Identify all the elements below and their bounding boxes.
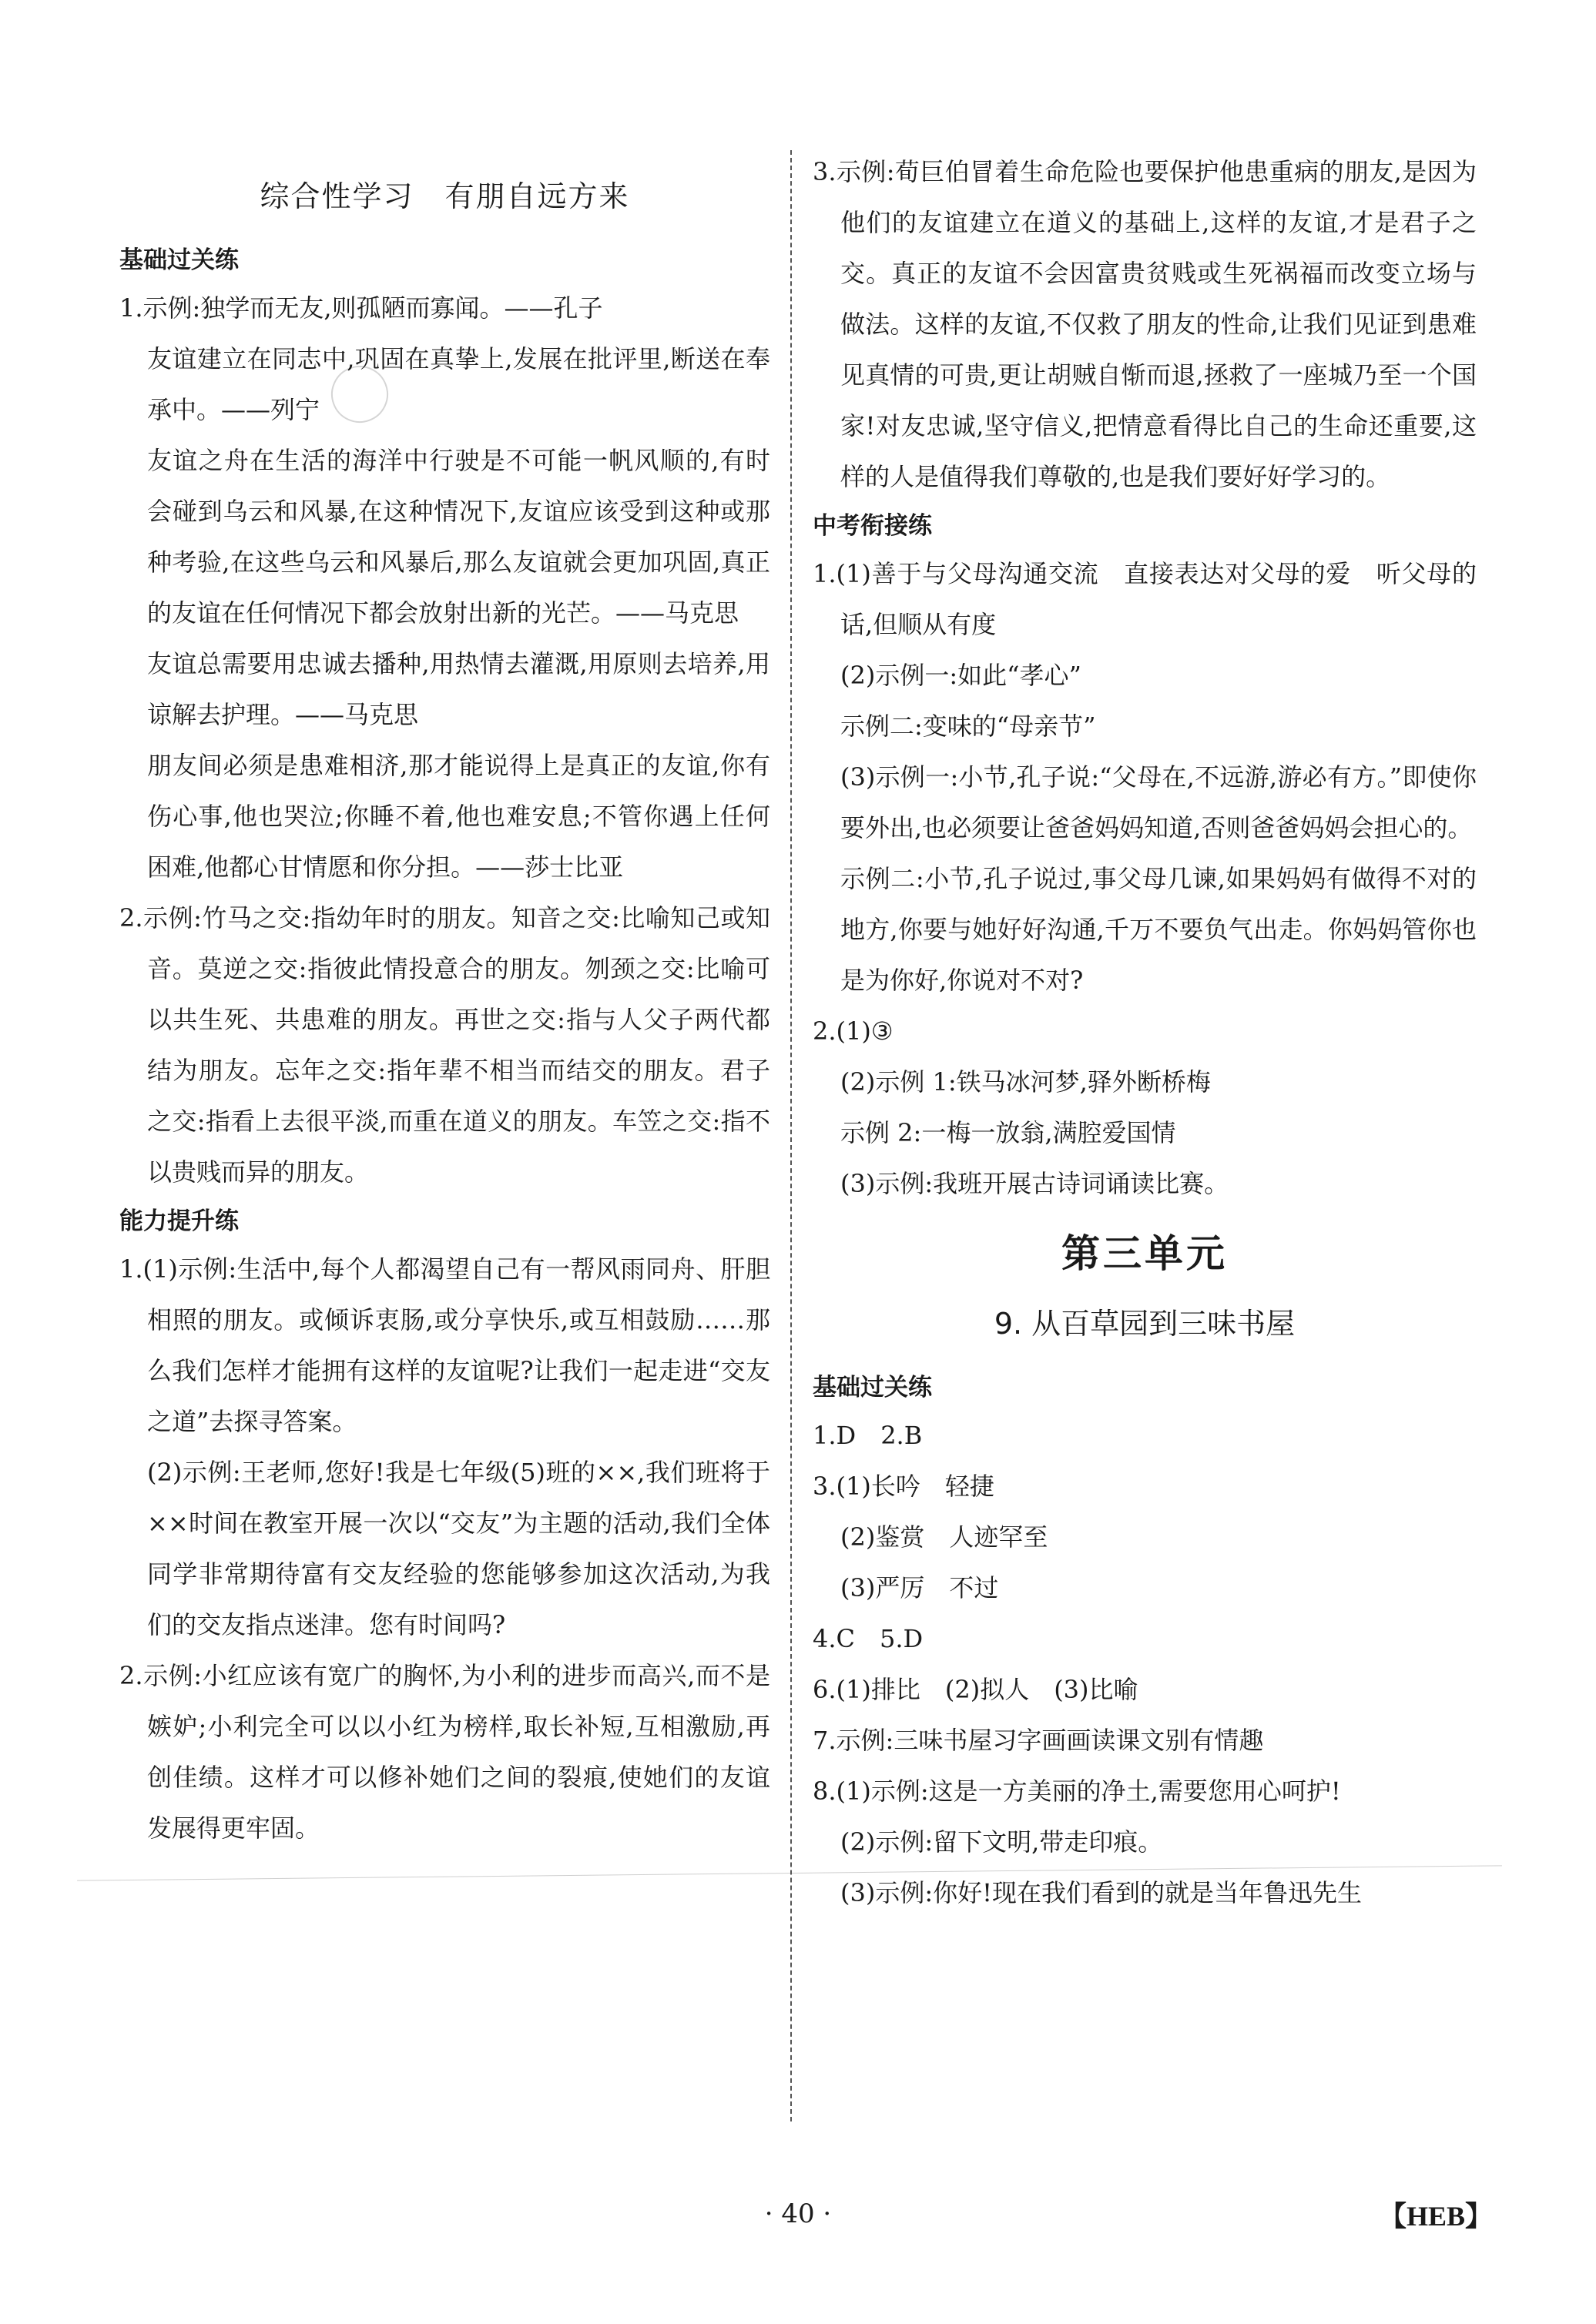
exam-answer-1-part-2: (2)示例一:如此“孝心” xyxy=(840,661,1081,690)
page-number: · 40 · xyxy=(764,2198,832,2229)
lesson-answer-3-part-1: 3.(1)长吟 轻捷 xyxy=(813,1472,994,1501)
right-column xyxy=(813,146,1477,1918)
unit-title: 第三单元 xyxy=(1061,1231,1228,1276)
section-title: 综合性学习 有朋自远方来 xyxy=(260,179,630,213)
left-column xyxy=(119,146,770,1854)
subheading-basic-2: 基础过关练 xyxy=(813,1374,932,1401)
lesson-answer-8-part-2: (2)示例:留下文明,带走印痕。 xyxy=(840,1827,1163,1857)
answer-1-quote-4: 友谊总需要用忠诚去播种,用热情去灌溉,用原则去培养,用谅解去护理。——马克思 xyxy=(147,649,770,729)
ability-answer-2: 2.示例:小红应该有宽广的胸怀,为小利的进步而高兴,而不是嫉妒;小利完全可以以小红为榜样,取长补短,互相激励,再创佳绩。这样才可以修补她们之间的裂痕,使她们的友谊发展得更牢固。 xyxy=(119,1661,770,1843)
exam-answer-2-part-4: (3)示例:我班开展古诗词诵读比赛。 xyxy=(840,1169,1229,1198)
answer-1-quote-3: 友谊之舟在生活的海洋中行驶是不可能一帆风顺的,有时会碰到乌云和风暴,在这种情况下,友谊应该受到这种或那种考验,在这些乌云和风暴后,那么友谊就会更加巩固,真正的友谊在任何情况下都会放射出新的光芒。——马克思 xyxy=(147,446,770,628)
column-divider xyxy=(790,150,792,2121)
answer-1-quote-5: 朋友间必须是患难相济,那才能说得上是真正的友谊,你有伤心事,他也哭泣;你睡不着,他也难安息;不管你遇上任何困难,他都心甘情愿和你分担。——莎士比亚 xyxy=(147,751,770,882)
lesson-answer-7: 7.示例:三味书屋习字画画读课文别有情趣 xyxy=(813,1726,1264,1755)
ability-answer-3: 3.示例:荀巨伯冒着生命危险也要保护他患重病的朋友,是因为他们的友谊建立在道义的基础上,这样的友谊,才是君子之交。真正的友谊不会因富贵贫贱或生死祸福而改变立场与做法。这样的友谊,不仅救了朋友的性命,让我们见证到患难见真情的可贵,更让胡贼自惭而退,拯救了一座城乃至一个国家!对友忠诚,坚守信义,把情意看得比自己的生命还重要,这样的人是值得我们尊敬的,也是我们要好好学习的。 xyxy=(813,157,1477,491)
lesson-answer-8-part-3: (3)示例:你好!现在我们看到的就是当年鲁迅先生 xyxy=(840,1878,1362,1907)
lesson-title: 9. 从百草园到三味书屋 xyxy=(994,1307,1296,1341)
exam-answer-2-part-2: (2)示例 1:铁马冰河梦,驿外断桥梅 xyxy=(840,1067,1211,1097)
lesson-answer-3-part-3: (3)严厉 不过 xyxy=(840,1573,999,1602)
subheading-exam: 中考衔接练 xyxy=(813,512,932,540)
ability-answer-1-part-1: 1.(1)示例:生活中,每个人都渴望自己有一帮风雨同舟、肝胆相照的朋友。或倾诉衷肠,或分享快乐,或互相鼓励……那么我们怎样才能拥有这样的友谊呢?让我们一起走进“交友之道”去探寻答案。 xyxy=(119,1254,770,1436)
lesson-answer-8-part-1: 8.(1)示例:这是一方美丽的净土,需要您用心呵护! xyxy=(813,1776,1341,1806)
exam-answer-2-part-3: 示例 2:一梅一放翁,满腔爱国情 xyxy=(840,1118,1176,1147)
publisher-mark: 【HEB】 xyxy=(1379,2201,1494,2232)
subheading-basic: 基础过关练 xyxy=(119,246,239,274)
answer-2: 2.示例:竹马之交:指幼年时的朋友。知音之交:比喻知己或知音。莫逆之交:指彼此情投意合的朋友。刎颈之交:比喻可以共生死、共患难的朋友。再世之交:指与人父子两代都结为朋友。忘年之交:指年辈不相当而结交的朋友。君子之交:指看上去很平淡,而重在道义的朋友。车笠之交:指不以贵贱而异的朋友。 xyxy=(119,903,770,1187)
exam-answer-1-part-4: (3)示例一:小节,孔子说:“父母在,不远游,游必有方。”即使你要外出,也必须要让爸爸妈妈知道,否则爸爸妈妈会担心的。 xyxy=(840,762,1477,842)
exam-answer-1-part-3: 示例二:变味的“母亲节” xyxy=(840,712,1096,741)
lesson-answer-3-part-2: (2)鉴赏 人迹罕至 xyxy=(840,1522,1048,1552)
exam-answer-1-part-5: 示例二:小节,孔子说过,事父母几谏,如果妈妈有做得不对的地方,你要与她好好沟通,千万不要负气出走。你妈妈管你也是为你好,你说对不对? xyxy=(840,864,1477,995)
answer-1-quote-2: 友谊建立在同志中,巩固在真挚上,发展在批评里,断送在奉承中。——列宁 xyxy=(147,344,770,424)
answer-1-quote-1: 1.示例:独学而无友,则孤陋而寡闻。——孔子 xyxy=(119,293,603,323)
lesson-answer-4-5: 4.C 5.D xyxy=(813,1624,924,1653)
exam-answer-2-part-1: 2.(1)③ xyxy=(813,1016,894,1046)
subheading-ability: 能力提升练 xyxy=(119,1207,239,1235)
lesson-answer-1-2: 1.D 2.B xyxy=(813,1421,923,1450)
exam-answer-1-part-1: 1.(1)善于与父母沟通交流 直接表达对父母的爱 听父母的话,但顺从有度 xyxy=(813,559,1477,639)
lesson-answer-6: 6.(1)排比 (2)拟人 (3)比喻 xyxy=(813,1675,1138,1704)
ability-answer-1-part-2: (2)示例:王老师,您好!我是七年级(5)班的××,我们班将于××时间在教室开展一次以“交友”为主题的活动,我们全体同学非常期待富有交友经验的您能够参加这次活动,为我们的交友指点迷津。您有时间吗? xyxy=(147,1458,770,1639)
